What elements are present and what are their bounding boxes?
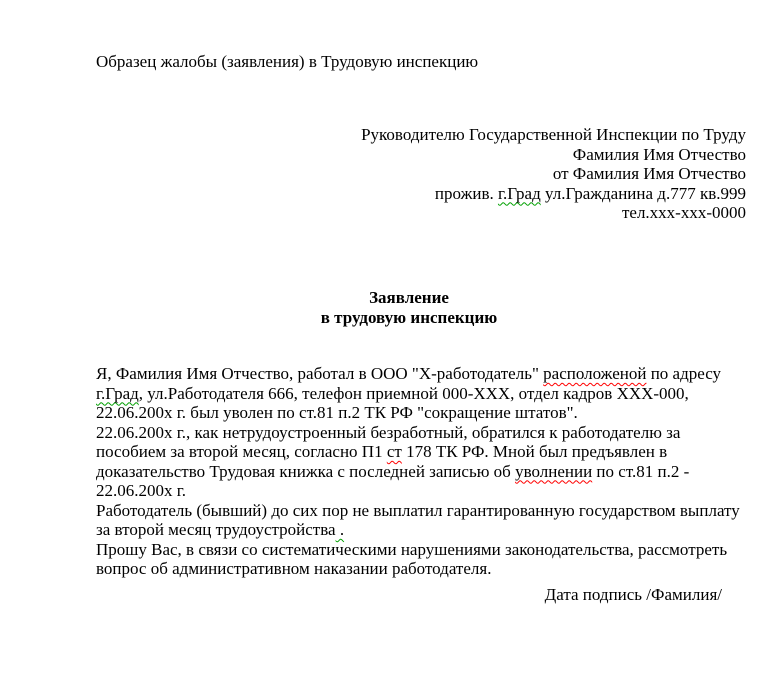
text-line: [96, 184, 746, 204]
text-line: [96, 403, 761, 423]
text-segment: по ст.81 п.2 -: [592, 461, 690, 481]
text-segment: 22.06.200х г.: [96, 481, 187, 500]
text-line: [96, 540, 761, 560]
text-segment: тел.ххх-ххх-0000: [621, 203, 746, 222]
spelling-error-word: расположеной: [543, 364, 647, 383]
heading-line-1: Заявление: [369, 288, 449, 307]
grammar-error-word: г.Град: [96, 383, 139, 403]
text-line: [96, 520, 761, 540]
text-line: [96, 423, 761, 443]
text-line: [96, 559, 761, 579]
grammar-error-word: г.Град: [497, 183, 541, 203]
text-line: [96, 203, 746, 223]
text-line: [96, 384, 761, 404]
text-segment: Фамилия Имя Отчество: [572, 144, 746, 164]
text-line: [96, 125, 746, 145]
text-segment: Прошу Вас, в связи со систематическими нарушениями законодательства, рассмотреть: [96, 539, 728, 559]
text-segment: 22.06.200х г., как нетрудоустроенный безработный, обратился к работодателю за: [96, 422, 681, 442]
text-line: [96, 164, 746, 184]
recipient-block: [96, 125, 746, 223]
signature-line: Дата подпись /Фамилия/: [544, 585, 722, 604]
text-segment: от Фамилия Имя Отчество: [552, 164, 746, 183]
text-segment: прожив.: [434, 183, 498, 203]
text-segment: по адресу: [646, 364, 722, 383]
text-segment: , ул.Работодателя 666, телефон приемной 000-ХХХ, отдел кадров ХХХ-000,: [138, 383, 689, 403]
heading-line-2: в трудовую инспекцию: [320, 307, 498, 327]
text-segment: за второй месяц трудоустройства: [96, 520, 336, 539]
text-line: [96, 145, 746, 165]
text-line: [96, 481, 761, 501]
text-line: [96, 501, 761, 521]
document-title: Образец жалобы (заявления) в Трудовую инспекцию: [96, 52, 479, 71]
spelling-error-word: уволнении: [515, 461, 593, 481]
grammar-error-word: .: [335, 520, 345, 539]
text-line: [96, 442, 761, 462]
spelling-error-word: ст: [386, 442, 402, 461]
text-segment: доказательство Трудовая книжка с последней записью об: [96, 461, 516, 481]
text-segment: Я, Фамилия Имя Отчество, работал в ООО "Х-работодатель": [96, 364, 544, 383]
application-heading: [96, 288, 722, 327]
body-paragraphs: [96, 364, 761, 579]
text-segment: Руководителю Государственной Инспекции по Труду: [361, 125, 746, 144]
text-segment: ул.Гражданина д.777 кв.999: [540, 183, 746, 203]
text-line: [96, 462, 761, 482]
text-segment: 22.06.200х г. был уволен по ст.81 п.2 ТК РФ "сокращение штатов".: [96, 403, 578, 422]
text-segment: пособием за второй месяц, согласно П1: [96, 442, 387, 461]
text-line: [96, 364, 761, 384]
text-segment: вопрос об административном наказании работодателя.: [96, 559, 492, 578]
text-segment: 178 ТК РФ. Мной был предъявлен в: [401, 442, 668, 461]
text-segment: Работодатель (бывший) до сих пор не выплатил гарантированную государством выплату: [96, 500, 740, 520]
